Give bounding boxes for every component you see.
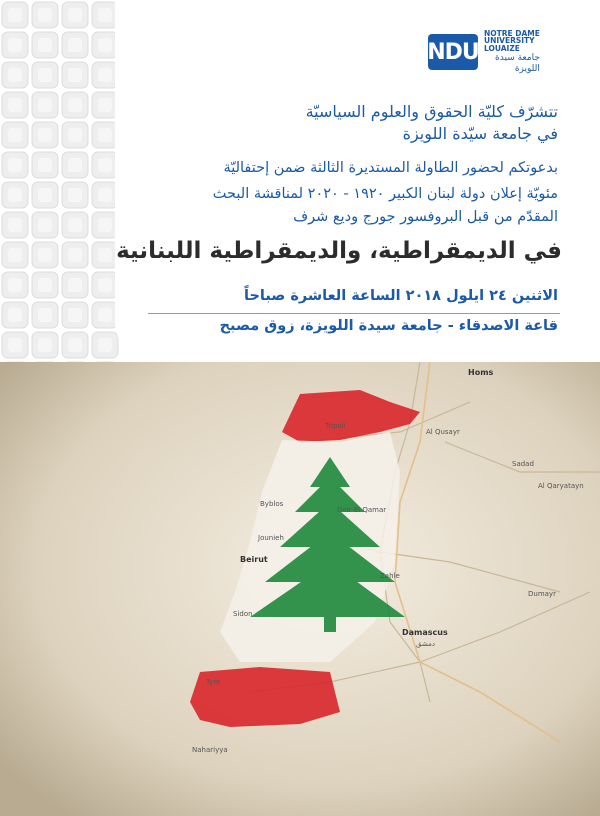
invitation-line-3: المقدّم من قبل البروفسور جورج وديع شرف bbox=[293, 209, 558, 225]
city-tripoli: Tripoli bbox=[325, 422, 346, 430]
city-deir-el-qamar: Deir El Qamar bbox=[337, 506, 387, 514]
city-zahle: Zahle bbox=[380, 572, 400, 580]
logo-name-en-1: NOTRE DAME bbox=[484, 28, 540, 38]
logo-name-en-2: UNIVERSITY bbox=[484, 36, 535, 46]
map-illustration bbox=[0, 362, 600, 816]
header-line-1: تتشرّف كليّة الحقوق والعلوم السياسيّة bbox=[305, 102, 558, 121]
logo-name-ar-1: جامعة سيدة bbox=[495, 53, 540, 64]
invitation-line-1: بدعوتكم لحضور الطاولة المستديرة الثالثة ضمن إحتفاليّة bbox=[223, 160, 558, 176]
city-jounieh: Jounieh bbox=[258, 534, 284, 542]
ndu-logo-words bbox=[484, 30, 540, 75]
lebanon-flag-map bbox=[0, 362, 600, 816]
flag-red-bottom bbox=[190, 667, 340, 727]
ndu-logo-mark: NDU bbox=[428, 34, 478, 70]
city-damascus-ar: دمشق bbox=[416, 640, 435, 648]
header-line-2: في جامعة سيّدة اللويزة bbox=[402, 124, 558, 143]
city-damascus: Damascus bbox=[402, 628, 448, 637]
logo-name-en-3: LOUAIZE bbox=[484, 43, 520, 53]
city-dumayr: Dumayr bbox=[528, 590, 556, 598]
event-datetime: الاثنين ٢٤ ايلول ٢٠١٨ الساعة العاشرة صباحاً bbox=[244, 288, 558, 304]
city-sidon: Sidon bbox=[233, 610, 253, 618]
city-al-qusayr: Al Qusayr bbox=[426, 428, 460, 436]
city-sadad: Sadad bbox=[512, 460, 534, 468]
city-nahariyya: Nahariyya bbox=[192, 746, 228, 754]
city-al-qaryatayn: Al Qaryatayn bbox=[538, 482, 584, 490]
logo-tagline: ILLUMINE IN TRUTH bbox=[436, 64, 475, 69]
city-homs: Homs bbox=[468, 368, 494, 377]
invitation-line-2: مئويّة إعلان دولة لبنان الكبير ١٩٢٠ - ٢٠٢٠ لمناقشة البحث bbox=[212, 186, 558, 202]
city-tyre: Tyre bbox=[206, 678, 221, 686]
city-byblos: Byblos bbox=[260, 500, 284, 508]
ndu-logo bbox=[428, 24, 578, 80]
event-title: في الديمقراطية، والديمقراطية اللبنانية bbox=[116, 238, 562, 264]
divider bbox=[148, 313, 560, 314]
city-beirut: Beirut bbox=[240, 555, 268, 564]
logo-name-ar-2: اللويزة bbox=[514, 64, 540, 75]
event-venue: قاعة الاصدقاء - جامعة سيدة اللويزة، زوق مصبح bbox=[219, 318, 558, 334]
